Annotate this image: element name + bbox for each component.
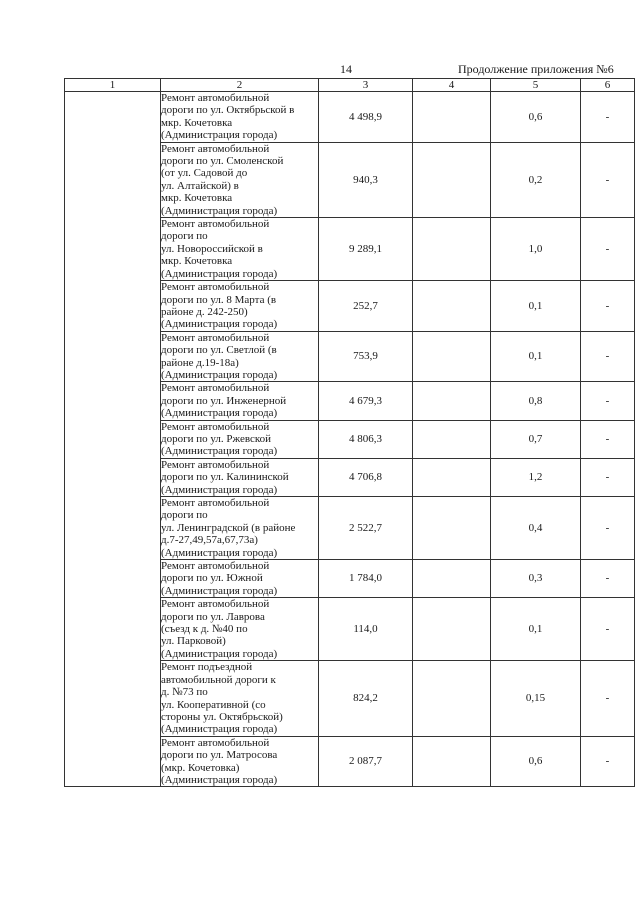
road-name-line: д.7-27,49,57а,67,73а) [161, 534, 258, 547]
road-name-line: Ремонт автомобильной [161, 218, 270, 231]
road-name-cell [161, 661, 319, 736]
cost-cell: 4 498,9 [319, 92, 413, 143]
road-name-line: Ремонт автомобильной [161, 497, 270, 509]
length-cell: 0,4 [491, 497, 581, 560]
cost-cell: 2 522,7 [319, 497, 413, 560]
column-6-cell: - [581, 331, 635, 382]
road-name-cell [161, 331, 319, 382]
road-name-line: Ремонт автомобильной [161, 92, 270, 104]
length-cell: 0,7 [491, 420, 581, 458]
road-name-line: мкр. Кочетовка [161, 116, 233, 129]
road-name-line: дороги по ул. Лаврова [161, 610, 265, 623]
cost-cell: 1 784,0 [319, 560, 413, 598]
column-4-cell [413, 497, 491, 560]
column-6-cell: - [581, 382, 635, 420]
road-name-line: дороги по ул. Южной [161, 572, 263, 585]
road-name-line: (Администрация города) [161, 723, 278, 736]
column-4-cell [413, 331, 491, 382]
road-name-line: (съезд к д. №40 по [161, 623, 248, 636]
road-name-cell [161, 420, 319, 458]
cost-cell: 824,2 [319, 661, 413, 736]
road-name-line: (Администрация города) [161, 546, 278, 559]
length-cell: 0,15 [491, 661, 581, 736]
column-6-cell: - [581, 142, 635, 217]
cost-cell: 252,7 [319, 281, 413, 332]
road-name-line: Ремонт автомобильной [161, 281, 270, 294]
column-header: 1 [65, 79, 161, 92]
length-cell: 0,2 [491, 142, 581, 217]
road-name-cell [161, 598, 319, 661]
column-header: 4 [413, 79, 491, 92]
length-cell: 0,1 [491, 598, 581, 661]
column-4-cell [413, 281, 491, 332]
column-6-cell: - [581, 560, 635, 598]
road-name-line: д. №73 по [161, 686, 208, 699]
cost-cell: 940,3 [319, 142, 413, 217]
column-4-cell [413, 382, 491, 420]
road-name-line: (Администрация города) [161, 129, 278, 142]
road-name-line: Ремонт автомобильной [161, 736, 270, 749]
road-name-cell [161, 560, 319, 598]
road-name-line: (Администрация города) [161, 483, 278, 496]
road-name-line: мкр. Кочетовка [161, 192, 233, 205]
road-name-line: дороги по ул. 8 Марта (в [161, 293, 277, 306]
column-header: 6 [581, 79, 635, 92]
length-cell: 1,0 [491, 218, 581, 281]
column-1-cell [65, 92, 161, 787]
column-6-cell: - [581, 661, 635, 736]
road-name-line: ул. Парковой) [161, 635, 226, 648]
road-name-line: (мкр. Кочетовка) [161, 761, 240, 774]
road-name-cell [161, 458, 319, 496]
column-6-cell: - [581, 736, 635, 787]
road-name-line: дороги по ул. Смоленской [161, 155, 284, 168]
document-table [64, 78, 635, 787]
road-name-line: (от ул. Садовой до [161, 167, 248, 180]
road-name-cell [161, 218, 319, 281]
length-cell: 0,1 [491, 281, 581, 332]
road-name-line: (Администрация города) [161, 407, 278, 420]
column-6-cell: - [581, 218, 635, 281]
road-name-line: ул. Ленинградской (в районе [161, 521, 296, 534]
column-4-cell [413, 420, 491, 458]
road-name-line: дороги по ул. Калининской [161, 471, 289, 484]
road-name-line: дороги по ул. Октябрьской в [161, 104, 295, 117]
cost-cell: 9 289,1 [319, 218, 413, 281]
road-name-line: (Администрация города) [161, 204, 278, 217]
cost-cell: 4 806,3 [319, 420, 413, 458]
road-name-line: Ремонт автомобильной [161, 331, 270, 344]
road-name-line: Ремонт автомобильной [161, 560, 270, 573]
road-name-line: Ремонт автомобильной [161, 382, 270, 395]
road-name-cell [161, 142, 319, 217]
cost-cell: 2 087,7 [319, 736, 413, 787]
column-4-cell [413, 142, 491, 217]
road-name-cell [161, 92, 319, 143]
road-name-line: (Администрация города) [161, 267, 278, 280]
road-name-line: дороги по ул. Светлой (в [161, 344, 277, 357]
length-cell: 0,8 [491, 382, 581, 420]
road-name-line: районе д.19-18а) [161, 356, 239, 369]
road-name-line: Ремонт автомобильной [161, 142, 270, 155]
column-6-cell: - [581, 420, 635, 458]
road-name-line: ул. Алтайской) в [161, 179, 239, 192]
length-cell: 0,3 [491, 560, 581, 598]
cost-cell: 114,0 [319, 598, 413, 661]
road-name-line: (Администрация города) [161, 368, 278, 381]
road-name-line: дороги по ул. Ржевской [161, 432, 272, 445]
road-name-line: ул. Кооперативной (со [161, 698, 266, 711]
cost-cell: 753,9 [319, 331, 413, 382]
road-name-line: (Администрация города) [161, 445, 278, 458]
column-6-cell: - [581, 458, 635, 496]
road-name-line: ул. Новороссийской в [161, 242, 263, 255]
road-name-line: Ремонт автомобильной [161, 598, 270, 611]
road-name-line: районе д. 242-250) [161, 305, 248, 318]
page-number: 14 [340, 62, 352, 76]
road-name-line: (Администрация города) [161, 647, 278, 660]
column-6-cell: - [581, 598, 635, 661]
road-name-cell [161, 281, 319, 332]
length-cell: 1,2 [491, 458, 581, 496]
road-name-cell [161, 497, 319, 560]
road-name-line: (Администрация города) [161, 584, 278, 597]
column-6-cell: - [581, 281, 635, 332]
continuation-label: Продолжение приложения №6 [458, 62, 614, 76]
column-header: 5 [491, 79, 581, 92]
column-4-cell [413, 560, 491, 598]
column-4-cell [413, 218, 491, 281]
cost-cell: 4 706,8 [319, 458, 413, 496]
column-6-cell: - [581, 92, 635, 143]
column-4-cell [413, 736, 491, 787]
road-name-line: автомобильной дороги к [161, 673, 276, 686]
table-row [65, 92, 635, 143]
column-header: 3 [319, 79, 413, 92]
road-name-line: (Администрация города) [161, 318, 278, 331]
road-name-line: мкр. Кочетовка [161, 255, 233, 268]
road-name-line: стороны ул. Октябрьской) [161, 710, 283, 723]
road-name-line: Ремонт автомобильной [161, 458, 270, 471]
header-row [65, 79, 635, 92]
road-name-line: дороги по [161, 230, 208, 243]
length-cell: 0,1 [491, 331, 581, 382]
column-4-cell [413, 92, 491, 143]
road-name-line: Ремонт автомобильной [161, 420, 270, 433]
length-cell: 0,6 [491, 736, 581, 787]
column-4-cell [413, 458, 491, 496]
road-name-cell [161, 382, 319, 420]
road-name-line: дороги по ул. Инженерной [161, 394, 287, 407]
column-4-cell [413, 598, 491, 661]
road-name-line: Ремонт подъездной [161, 661, 253, 674]
road-name-line: дороги по ул. Матросова [161, 749, 278, 762]
column-6-cell: - [581, 497, 635, 560]
road-name-cell [161, 736, 319, 787]
road-name-line: дороги по [161, 509, 208, 522]
length-cell: 0,6 [491, 92, 581, 143]
cost-cell: 4 679,3 [319, 382, 413, 420]
road-name-line: (Администрация города) [161, 773, 278, 786]
column-header: 2 [161, 79, 319, 92]
column-4-cell [413, 661, 491, 736]
